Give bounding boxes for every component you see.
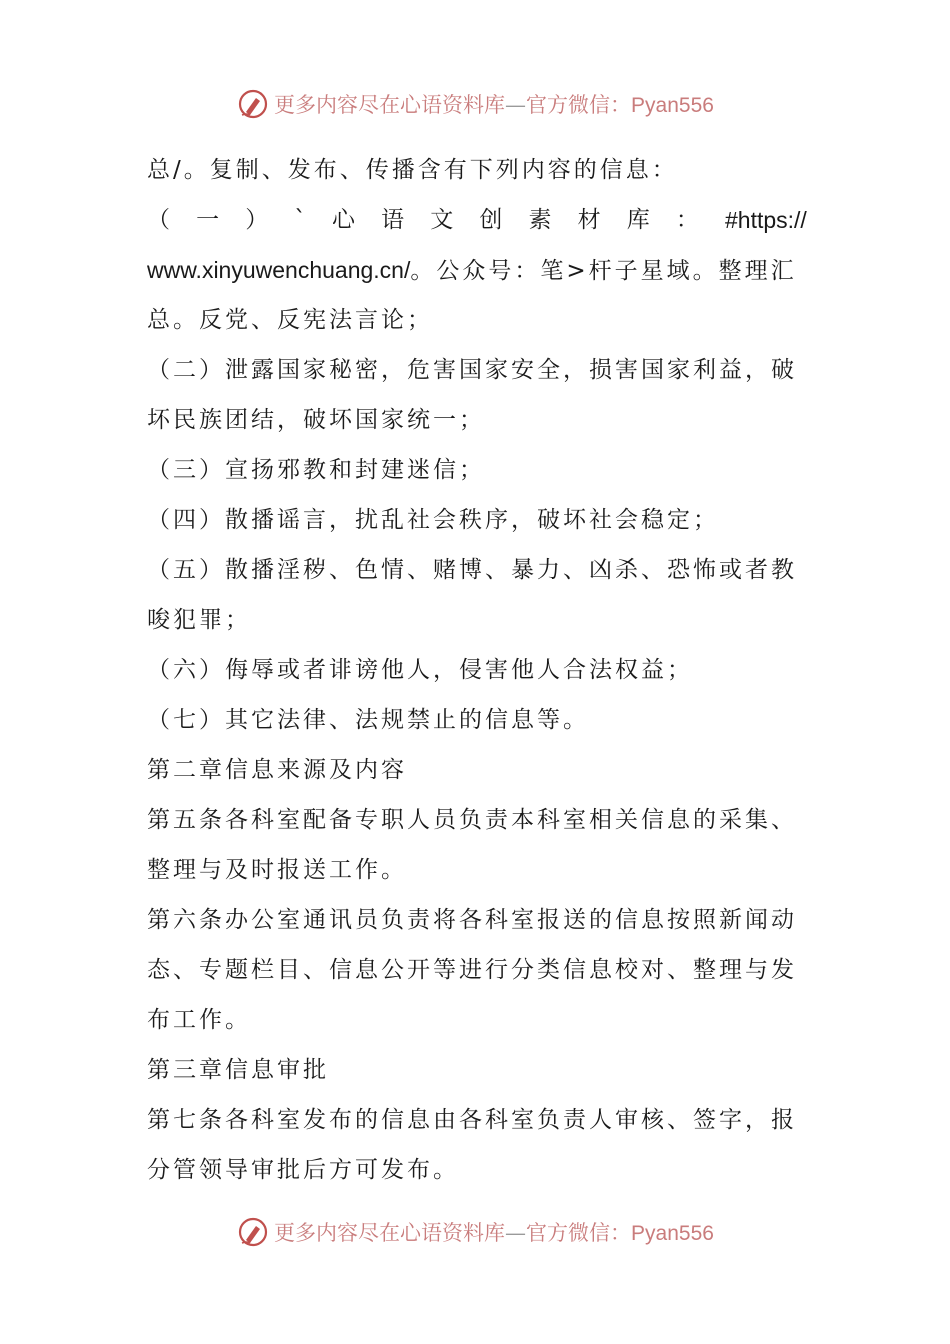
pen-nib-logo-icon: [236, 87, 270, 121]
char: 创: [479, 207, 503, 233]
char: （: [147, 207, 170, 233]
banner-title: 更多内容尽在心语资料库: [274, 1221, 506, 1245]
text-line: [147, 245, 807, 295]
text-line: （二）泄露国家秘密，危害国家安全，损害国家利益，破: [147, 357, 797, 383]
char: 心: [332, 207, 355, 233]
char: 一: [196, 207, 220, 233]
chapter-heading: 第二章信息来源及内容: [147, 757, 407, 783]
banner-dash: —: [505, 93, 527, 117]
url-text: www.xinyuwenchuang.cn/: [147, 257, 411, 283]
banner-wechat-id: Pyan556: [631, 94, 714, 117]
text-line: 分管领导审批后方可发布。: [147, 1157, 459, 1183]
text-line: 第六条办公室通讯员负责将各科室报送的信息按照新闻动: [147, 907, 797, 933]
banner-wechat-id: Pyan556: [631, 1222, 714, 1245]
banner-dash: —: [505, 1221, 527, 1245]
url-prefix: #https://: [725, 207, 807, 233]
header-banner: [0, 84, 950, 124]
char: 库: [626, 207, 650, 233]
char: ）: [245, 207, 269, 233]
text-line: （五）散播淫秽、色情、赌博、暴力、凶杀、恐怖或者教: [147, 557, 797, 583]
text-line: （七）其它法律、法规禁止的信息等。: [147, 707, 589, 733]
chapter-heading: 第三章信息审批: [147, 1057, 329, 1083]
text-line: 总/。复制、发布、传播含有下列内容的信息：: [147, 157, 678, 183]
footer-banner: [0, 1212, 950, 1252]
text-line-justified: [147, 195, 807, 245]
char: 素: [528, 207, 552, 233]
text-line: 第七条各科室发布的信息由各科室负责人审核、签字，报: [147, 1107, 797, 1133]
banner-official: 官方微信：: [526, 1221, 632, 1245]
char: `: [294, 207, 306, 233]
text-line: 态、专题栏目、信息公开等进行分类信息校对、整理与发: [147, 957, 797, 983]
text-line: 唆犯罪；: [147, 607, 251, 633]
text-line: 整理与及时报送工作。: [147, 857, 407, 883]
banner-text: [274, 1217, 714, 1247]
text-line: 总。反党、反宪法言论；: [147, 307, 433, 333]
banner-text: [274, 89, 714, 119]
text-line: 第五条各科室配备专职人员负责本科室相关信息的采集、: [147, 807, 797, 833]
document-body: [147, 145, 807, 1195]
char: 文: [430, 207, 454, 233]
text-segment: 。公众号：笔>杆子星域。整理汇: [410, 258, 797, 284]
text-line: （三）宣扬邪教和封建迷信；: [147, 457, 485, 483]
text-line: （四）散播谣言，扰乱社会秩序，破坏社会稳定；: [147, 507, 719, 533]
char: 材: [577, 207, 601, 233]
text-line: 布工作。: [147, 1007, 251, 1033]
text-line: 坏民族团结，破坏国家统一；: [147, 407, 485, 433]
banner-title: 更多内容尽在心语资料库: [274, 93, 506, 117]
pen-nib-logo-icon: [236, 1215, 270, 1249]
banner-official: 官方微信：: [526, 93, 632, 117]
char: 语: [381, 207, 405, 233]
char: ：: [675, 207, 699, 233]
text-line: （六）侮辱或者诽谤他人，侵害他人合法权益；: [147, 657, 693, 683]
